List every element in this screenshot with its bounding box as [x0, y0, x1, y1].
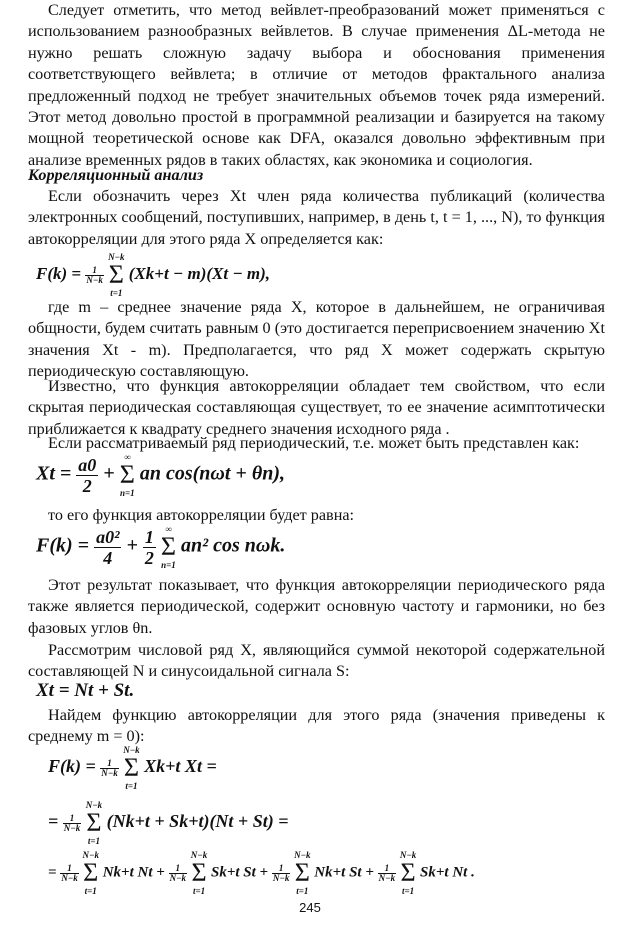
- formula-coefficient: $\frac{1}{N-k}$: [378, 862, 396, 883]
- formula-periodic-autocorr: F(k) = $\frac{\text{a0²}}{4}$ + $\frac{1}{2}$ ∞ Σ n=1 an² cos nωk.: [36, 524, 286, 570]
- formula-coefficient: $\frac{1}{N-k}$: [86, 264, 103, 285]
- formula-fraction: $\frac{a0}{2}$: [78, 454, 97, 496]
- paragraph-definition: Если обозначить через Xt член ряда количества публикаций (количества электронных сообщений, поступивших, например, в день t, t = 1, ..., N), то функция автокорреляции для этого ряда X определяется как:: [28, 187, 605, 248]
- summation-symbol: N−k Σ t=1: [294, 850, 311, 896]
- summation-symbol: N−k Σ t=1: [82, 850, 99, 896]
- page-number: 245: [299, 900, 321, 915]
- formula-four-terms: = $\frac{1}{N-k}$ N−k Σ t=1 Nk+t Nt + $\frac{1}{N-k}$ N−k Σ t=1 Sk+t St + $\frac{1}{N-k}$ N−k Σ t=1 Nk+t St + $\frac{1}{N-k}$ N−k Σ t=1 Sk+t Nt .: [48, 850, 475, 896]
- summation-symbol: N−k Σ t=1: [85, 800, 103, 846]
- formula-autocorrelation: F(k) = $\frac{1}{N-k}$ N−k Σ t=1 (Xk+t − m)(Xt − m),: [36, 252, 271, 298]
- paragraph-numeric-series: Рассмотрим числовой ряд X, являющийся суммой некоторой содержательной составляющей N и синусоидальной сигнала S:: [28, 641, 605, 681]
- paragraph-autocorr-equal: то его функция автокорреляции будет равна:: [48, 506, 355, 524]
- formula-coefficient: $\frac{1}{N-k}$: [101, 757, 118, 778]
- formula-periodic-series: Xt = $\frac{a0}{2}$ + ∞ Σ n=1 an cos(nωt + θn),: [36, 452, 285, 498]
- summation-symbol: ∞ Σ n=1: [119, 452, 135, 498]
- summation-symbol: N−k Σ t=1: [123, 745, 140, 791]
- summation-symbol: N−k Σ t=1: [108, 252, 125, 298]
- summation-symbol: N−k Σ t=1: [190, 850, 208, 896]
- section-heading: Корреляционный анализ: [28, 166, 204, 184]
- summation-symbol: N−k Σ t=1: [399, 850, 417, 896]
- paragraph-find-autocorr: Найдем функцию автокорреляции для этого ряда (значения приведены к среднему m = 0):: [28, 706, 605, 746]
- formula-autocorr-x: F(k) = $\frac{1}{N-k}$ N−k Σ t=1 Xk+t Xt =: [48, 745, 217, 791]
- paragraph-mean-note: где m – среднее значение ряда X, которое в дальнейшем, не ограничивая общности, будем считать равным 0 (это достигается переприсвоением значению Xt значения Xt - m). Предполагается, что ряд X может содержать скрытую периодическую составляющую.: [28, 298, 605, 381]
- summation-symbol: ∞ Σ n=1: [160, 524, 177, 570]
- formula-coefficient: $\frac{1}{N-k}$: [272, 862, 290, 883]
- formula-fraction: $\frac{\text{a0²}}{4}$: [96, 526, 120, 568]
- formula-coefficient: $\frac{1}{N-k}$: [169, 862, 187, 883]
- formula-expanded: = $\frac{1}{N-k}$ N−k Σ t=1 (Nk+t + Sk+t)(Nt + St) =: [48, 800, 289, 846]
- formula-fraction: $\frac{1}{2}$: [144, 526, 154, 568]
- paragraph-result: Этот результат показывает, что функция автокорреляции периодического ряда также является периодической, содержит основную частоту и гармоники, но без фазовых углов θn.: [28, 576, 605, 637]
- formula-coefficient: $\frac{1}{N-k}$: [61, 862, 78, 883]
- paragraph-wavelet: Следует отметить, что метод вейвлет-преобразований может применяться с использованием разнообразных вейвлетов. В случае применения ΔL-метода не нужно решать сложную задачу выбора и обоснования применения соответствующего вейвлета; в отличие от методов фрактального анализа предложенный подход не требует значительных объемов точек ряда измерений. Этот метод довольно простой в программной реализации и базируется на такому мощной теоретической основе как DFA, оказался довольно эффективным при анализе временных рядов в таких областях, как экономика и социология.: [28, 1, 605, 169]
- paragraph-property: Известно, что функция автокорреляции обладает тем свойством, что если скрытая периодическая составляющая существует, то ее значение асимптотически приближается к квадрату среднего значения исходного ряда .: [28, 377, 605, 438]
- formula-sum-components: Xt = Nt + St.: [36, 680, 135, 701]
- formula-coefficient: $\frac{1}{N-k}$: [63, 812, 81, 833]
- paragraph-periodic: Если рассматриваемый ряд периодический, т.е. может быть представлен как:: [48, 434, 580, 452]
